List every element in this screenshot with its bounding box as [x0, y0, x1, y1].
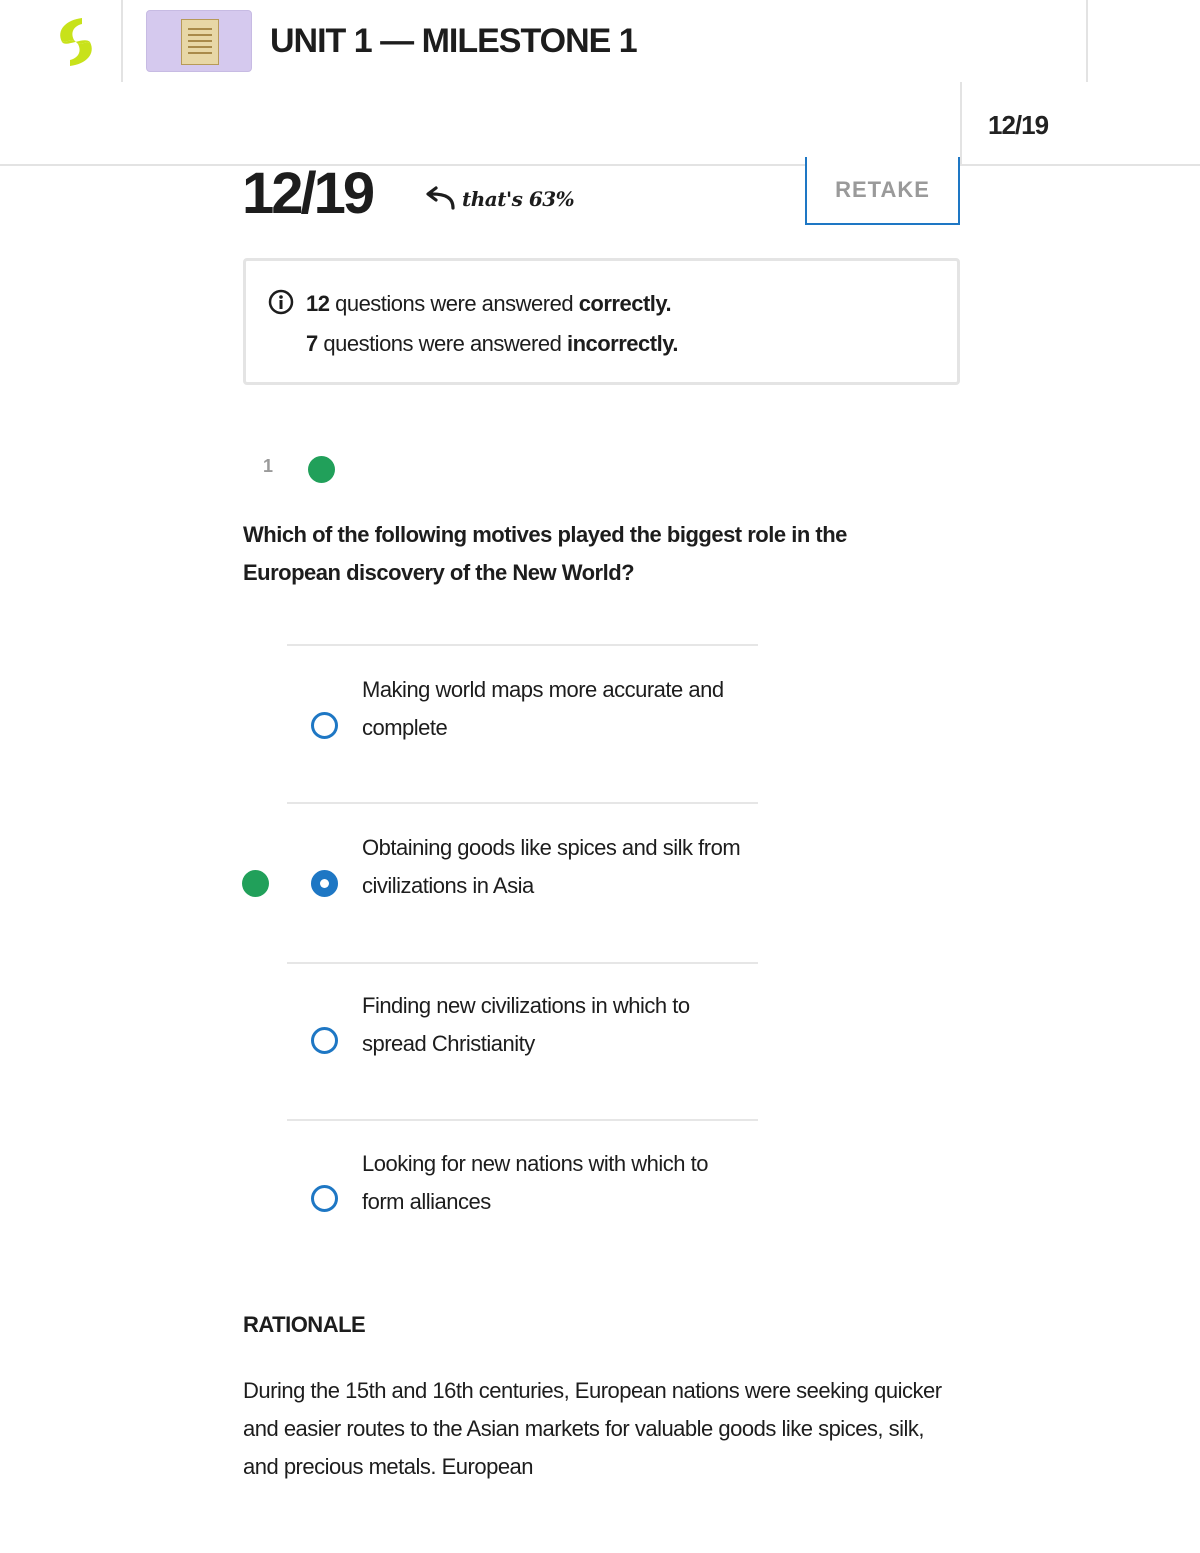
- option-label[interactable]: Making world maps more accurate and complete: [362, 677, 724, 740]
- score-value: 12/19: [242, 161, 373, 226]
- option-divider: [287, 1119, 758, 1121]
- option-divider: [287, 962, 758, 964]
- correct-answer-dot: [242, 870, 269, 897]
- option-radio[interactable]: [311, 1027, 338, 1054]
- percent-annotation: [422, 182, 574, 216]
- correct-status-dot: [308, 456, 335, 483]
- option-radio[interactable]: [311, 1185, 338, 1212]
- unit-thumbnail: [146, 10, 252, 72]
- option-radio[interactable]: [311, 712, 338, 739]
- sophia-logo-icon[interactable]: [52, 14, 100, 70]
- retake-button[interactable]: RETAKE: [805, 157, 960, 225]
- info-icon: [268, 289, 294, 315]
- option-radio-selected[interactable]: [311, 870, 338, 897]
- correct-summary: 12 questions were answered correctly.: [306, 291, 672, 316]
- option-label[interactable]: Looking for new nations with which to form alliances: [362, 1151, 708, 1214]
- option-divider: [287, 802, 758, 804]
- question-text: Which of the following motives played the biggest role in the European discovery of the New World?: [243, 522, 847, 585]
- score-bar: [0, 82, 1200, 166]
- header-divider: [1086, 0, 1088, 82]
- incorrect-summary: 7 questions were answered incorrectly.: [306, 331, 678, 356]
- percent-text: that's 63%: [462, 187, 575, 211]
- scroll-icon: [181, 19, 219, 65]
- rationale-heading: RATIONALE: [243, 1312, 366, 1337]
- option-label[interactable]: Finding new civilizations in which to spread Christianity: [362, 993, 690, 1056]
- header-score: 12/19: [988, 110, 1049, 140]
- header-divider: [121, 0, 123, 82]
- rationale-text: During the 15th and 16th centuries, European nations were seeking quicker and easier routes to the Asian markets for valuable goods like spices, silk, and precious metals. European: [243, 1378, 942, 1479]
- results-summary: [243, 258, 960, 385]
- question-number: 1: [263, 456, 274, 476]
- score-divider: [960, 82, 962, 166]
- top-bar: [0, 0, 1200, 82]
- option-label[interactable]: Obtaining goods like spices and silk from civilizations in Asia: [362, 835, 741, 898]
- curved-arrow-icon: [422, 186, 456, 212]
- option-divider: [287, 644, 758, 646]
- page-title: UNIT 1 — MILESTONE 1: [270, 22, 637, 60]
